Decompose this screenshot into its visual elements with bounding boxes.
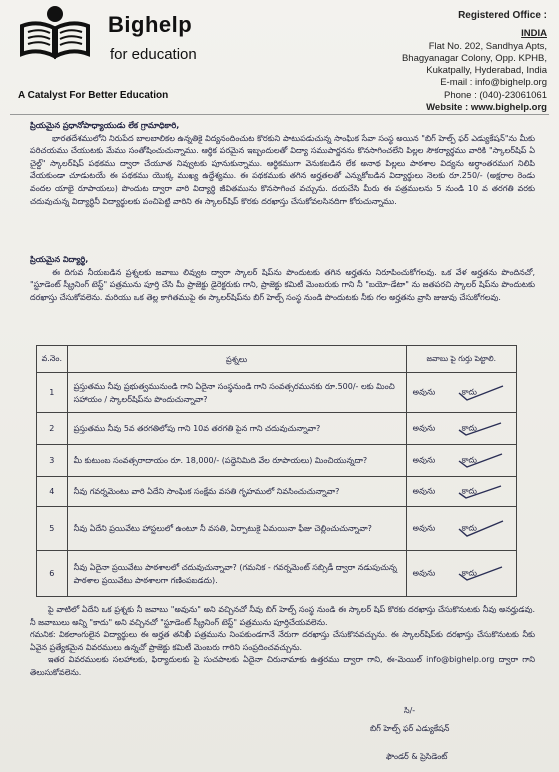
- brand-name: Bighelp: [108, 12, 193, 37]
- office-address-line: Kukatpally, Hyderabad, India: [426, 65, 547, 77]
- row-question: ప్రస్తుతము నీవు ప్రభుత్వమునుండి గాని ఏదైనా సంస్థనుండి గాని సంవత్సరమునకు రూ.500/- లకు మించి సహాయం / స్కాలర్‌షిప్‌ను పొందుచున్నావా?: [67, 373, 406, 413]
- handwritten-tick-icon: [457, 519, 507, 539]
- answer-cell: [406, 551, 516, 597]
- student-paragraph: ఈ దిగువ నీయబడిన ప్రశ్నలకు జవాబు లివ్వుట ద్వారా స్కాలర్ షిప్‌ను పొందుటకు తగిన అర్హతను నిరూపించుకోగలవు. ఒక వేళ అర్హతను పొందినచో, "స్టూడెంట్ స్క్రీనింగ్ టెస్ట్" పత్రమును పూర్తి చేసి మీ ప్రాజెక్టు డైరెక్టరుకు గాని, ప్రాజెక్టు కమిటీ మెంబరుకు గాని నీ "బయో-డేటా" ను జతపరచి స్కాలర్ షిప్‌ను పొందుటకు దరఖాస్తు చేసుకోవలెను. మరియు ఒక తెల్ల కాగితముపై ఈ స్కాలర్‌షిప్‌ను బిగ్ హెల్ప్ సంస్థ నుండి పొందుటకు నీకు గల అర్హతను వ్రాసి జుజువు చేసుకోగలవు.: [30, 267, 535, 302]
- office-address-line: Bhagyanagar Colony, Opp. KPHB,: [401, 52, 547, 64]
- row-question: నీవు ఏదేని ప్రయివేటు హాస్టలులో ఉంటూ నీ వసతి, ఏర్పాటుకై ఏమయినా ఫీజు చెల్లించుచున్నావా?: [67, 507, 406, 551]
- signature-org: బిగ్ హెల్ప్ ఫర్ ఎడ్యుకేషన్: [370, 724, 450, 733]
- brand-subtitle: for education: [110, 46, 197, 63]
- office-email: E-mail : info@bighelp.org: [440, 77, 547, 89]
- table-row: [37, 551, 517, 597]
- answer-cell: [406, 507, 516, 551]
- table-row: [37, 373, 517, 413]
- signature-mark: సి/-: [404, 706, 416, 715]
- yes-option[interactable]: అవును: [412, 455, 436, 464]
- open-book-logo-icon: [18, 4, 92, 60]
- handwritten-tick-icon: [457, 451, 507, 471]
- no-option[interactable]: కాదు: [461, 387, 477, 396]
- office-phone: Phone : (040)-23061061: [444, 89, 547, 101]
- row-number: 5: [37, 507, 68, 551]
- row-question: ప్రస్తుతము నీవు 5వ తరగతిలోపు గాని 10వ తరగతి పైన గాని చదువుచున్నావా?: [67, 413, 406, 445]
- row-number: 3: [37, 445, 68, 477]
- office-website: Website : www.bighelp.org: [426, 102, 547, 114]
- row-question: మీ కుటుంబ సంవత్సరాదాయం రూ. 18,000/- (పద్దెనిమిది వేల రూపాయలు) మించియున్నదా?: [67, 445, 406, 477]
- no-option[interactable]: కాదు: [461, 486, 477, 495]
- no-option[interactable]: కాదు: [461, 455, 477, 464]
- table-row: [37, 507, 517, 551]
- row-number: 1: [37, 373, 68, 413]
- handwritten-tick-icon: [457, 482, 507, 502]
- greeting-headmaster: ప్రియమైన ప్రధానోపాధ్యాయుడు లేక గ్రామాధికారి,: [30, 121, 180, 130]
- office-address-line: Flat No. 202, Sandhya Apts,: [428, 40, 547, 52]
- handwritten-tick-icon: [457, 564, 507, 584]
- yes-option[interactable]: అవును: [412, 523, 436, 532]
- no-option[interactable]: కాదు: [461, 568, 477, 577]
- row-number: 2: [37, 413, 68, 445]
- note-eligibility: పై వాటిలో ఏదేని ఒక ప్రశ్నకు నీ జవాబు "అవును" అని వచ్చినచో నీవు బిగ్ హెల్ప్ సంస్థ నుండి ఈ స్కాలర్ షిప్ కొరకు దరఖాస్తు చేసుకొనుటకు నీవు అనర్హుడవు. నీ జవాబులు అన్ని "కాదు" అని వచ్చినచో "స్టూడెంట్ స్క్రీనింగ్ టెస్ట్" పత్రమును పూర్తిచేయవలెను.: [30, 605, 535, 627]
- answer-cell: [406, 373, 516, 413]
- header-questions: ప్రశ్నలు: [67, 346, 406, 373]
- handwritten-tick-icon: [457, 383, 507, 403]
- table-header-row: [37, 346, 517, 373]
- student-section: [30, 254, 535, 304]
- yes-option[interactable]: అవును: [412, 486, 436, 495]
- yes-option[interactable]: అవును: [412, 387, 436, 396]
- tagline: A Catalyst For Better Education: [18, 90, 169, 101]
- footer-notes: [30, 604, 535, 680]
- intro-section: [30, 120, 535, 208]
- answer-cell: [406, 413, 516, 445]
- answer-cell: [406, 445, 516, 477]
- table-row: [37, 477, 517, 507]
- no-option[interactable]: కాదు: [461, 523, 477, 532]
- handwritten-tick-icon: [457, 419, 507, 439]
- header-divider: [10, 114, 549, 115]
- note-disabled: గమనిక: వికలాంగులైన విద్యార్థులు ఈ అర్హత తనిఖీ పత్రమును నింపకుండగానే నేరుగా దరఖాస్తు చేసుకొనవచ్చును. ఈ స్కాలర్‌షిప్‌కు దరఖాస్తు చేసుకొనుటకు నీకు ఏవైన ప్రత్యేకమైన వివరములు ఉన్నచో ప్రాజెక్టు కమిటీ మెంబరు గారిని సంప్రదించవచ్చును.: [30, 630, 535, 652]
- table-row: [37, 445, 517, 477]
- intro-paragraph: భారతదేశములోని నిరుపేద బాలబాలికల ఉన్నతికై విద్యనందించుట కొరకుని పాటుపడుచున్న సాంఘిక సేవా సంస్థ అయిన "బిగ్ హెల్ప్ ఫర్ ఎడ్యుకేషన్"ను మీకు పరిచయము చేయుటకు మేము సంతోషించుచున్నాము. ఆర్థిక పరమైన ఇబ్బందులతో విద్యా సముపార్జనను కొనసాగించలేని పిల్లల సౌకర్యార్థము వారికి "స్కాలర్‌షిప్ ఏ చైల్డ్" స్కాలర్‌షిప్ పథకము ద్వారా చేయూత నివ్వుటకు పూనుకున్నాము. ఆర్థికముగా వెనుకబడిన లేక అనాథ పిల్లలు పాఠశాల విద్యను అర్ధాంతరముగ నిలిపి వేయకుండా చూడుటయే ఈ పథకము యొక్క ముఖ్య ఉద్దేశ్యము. ఈ పథకముకు తగిన అర్హతలతో ఎన్నుకోబడిన విద్యార్థులు నెలకు రూ.250/- (అక్షరాల రెండు వందల యాభై రూపాయలు) పొందుట ద్వారా వారి విద్యార్థి జీవితమును కొనసాగించ వచ్చును. దయచేసి మీరు ఈ పత్రములను 5 నుండి 10 వ తరగతి వరకు చదువుచున్న విద్యార్థినీ విద్యార్థులకు పంచిపెట్టి వారిని ఈ స్కాలర్‌షిప్ కొరకు దరఖాస్తు చేసుకోవలసినదిగా కోరుచున్నాము.: [30, 133, 535, 206]
- registered-office-block: [327, 10, 547, 114]
- eligibility-table: [36, 345, 517, 597]
- signature-title: ఫౌండర్ & ప్రెసిడెంట్: [386, 752, 448, 761]
- row-question: నీవు గవర్నమెంటు వారి ఏదేని సాంఘిక సంక్షేమ వసతి గృహములో నివసించుచున్నావా?: [67, 477, 406, 507]
- greeting-student: ప్రియమైన విద్యార్థి,: [30, 255, 89, 264]
- row-number: 6: [37, 551, 68, 597]
- yes-option[interactable]: అవును: [412, 423, 436, 432]
- row-question: నీవు ఏదైనా ప్రయివేటు పాఠశాలలో చదువుచున్నావా? (గమనిక - గవర్నమెంట్ సబ్సిడీ ద్వారా నడుపుచున్న పాఠశాల ప్రయివేటు పాఠశాలగా గణింపబడదు).: [67, 551, 406, 597]
- office-country: INDIA: [521, 28, 547, 40]
- row-number: 4: [37, 477, 68, 507]
- table-row: [37, 413, 517, 445]
- header-serial: వ.నెం.: [37, 346, 68, 373]
- note-contact: ఇతర వివరములకు సలహాలకు, ఫిర్యాదులకు పై సుచపాలకు ఏదైనా చిరునామాకు ఉత్తరము ద్వారా గాని, ఈ-మెయిల్ info@bighelp.org ద్వారా గాని తెలుసుకోవలెను.: [30, 655, 535, 677]
- office-title: Registered Office :: [458, 10, 547, 21]
- answer-cell: [406, 477, 516, 507]
- header-answers: జవాబు పై గుర్తు పెట్టాలి.: [406, 346, 516, 373]
- yes-option[interactable]: అవును: [412, 568, 436, 577]
- no-option[interactable]: కాదు: [461, 423, 477, 432]
